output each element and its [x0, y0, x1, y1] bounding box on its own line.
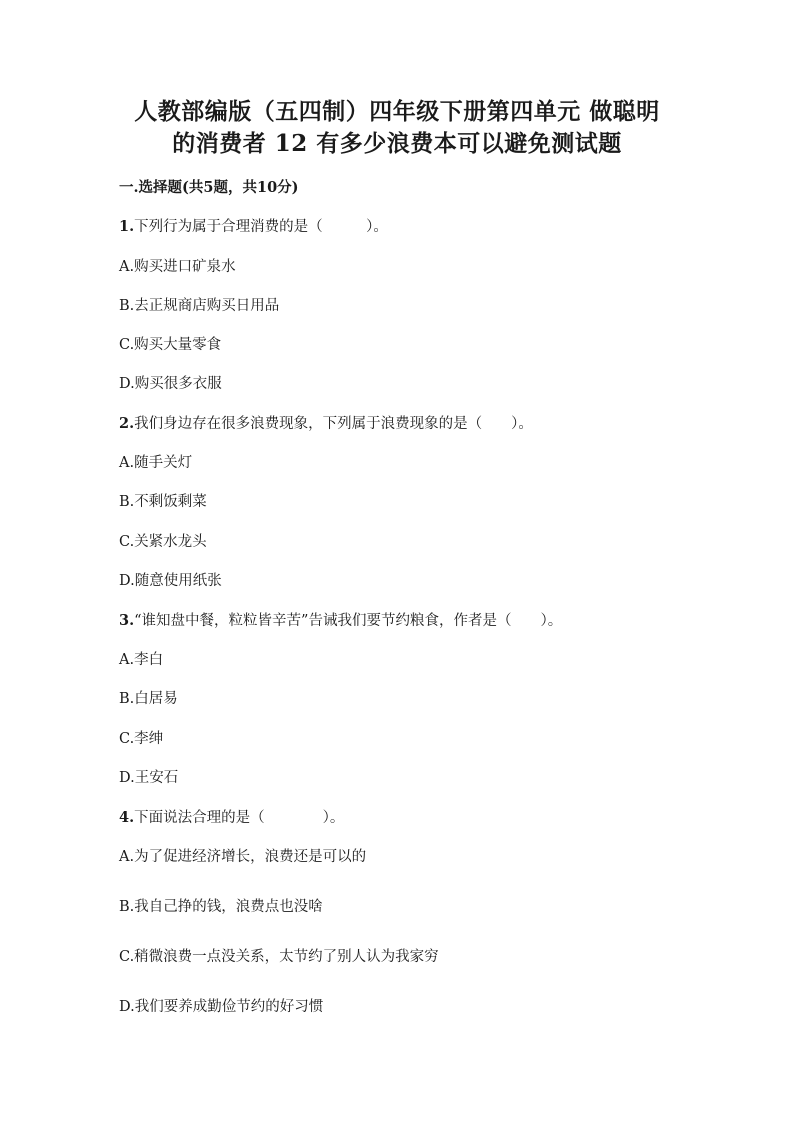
question-4-option-c: C.稍微浪费一点没关系，太节约了别人认为我家穷	[119, 949, 439, 965]
question-4-option-a: A.为了促进经济增长，浪费还是可以的	[119, 849, 367, 865]
question-1-option-b: B.去正规商店购买日用品	[119, 298, 280, 314]
question-stem: 下列行为属于合理消费的是（ ）。	[134, 219, 388, 235]
question-2-option-b: B.不剩饭剩菜	[119, 494, 207, 510]
question-1-option-d: D.购买很多衣服	[119, 376, 222, 392]
question-4-option-d: D.我们要养成勤俭节约的好习惯	[119, 999, 324, 1015]
question-2-option-a: A.随手关灯	[119, 455, 193, 471]
question-number: 2.	[119, 415, 135, 432]
question-1-option-c: C.购买大量零食	[119, 337, 222, 353]
question-3-option-b: B.白居易	[119, 691, 178, 707]
question-stem: 我们身边存在很多浪费现象，下列属于浪费现象的是（ ）。	[134, 416, 533, 432]
document-title-line-2: 的消费者 12 有多少浪费本可以避免测试题	[172, 130, 622, 157]
question-3	[119, 611, 562, 631]
section-heading: 一.选择题(共5题，共10分)	[119, 179, 299, 196]
question-2	[119, 414, 533, 434]
question-3-option-d: D.王安石	[119, 770, 179, 786]
question-1-option-a: A.购买进口矿泉水	[119, 259, 236, 275]
question-number: 1.	[119, 218, 135, 235]
document-title-line-1: 人教部编版（五四制）四年级下册第四单元 做聪明	[134, 98, 660, 125]
question-1	[119, 217, 388, 237]
question-stem: “谁知盘中餐，粒粒皆辛苦”告诫我们要节约粮食，作者是（ ）。	[134, 613, 563, 629]
question-2-option-c: C.关紧水龙头	[119, 534, 207, 550]
question-number: 4.	[119, 809, 135, 826]
question-4	[119, 808, 344, 828]
question-4-option-b: B.我自己挣的钱，浪费点也没啥	[119, 899, 323, 915]
question-3-option-a: A.李白	[119, 652, 164, 668]
question-stem: 下面说法合理的是（ ）。	[134, 810, 345, 826]
question-2-option-d: D.随意使用纸张	[119, 573, 222, 589]
question-3-option-c: C.李绅	[119, 731, 164, 747]
question-number: 3.	[119, 612, 135, 629]
